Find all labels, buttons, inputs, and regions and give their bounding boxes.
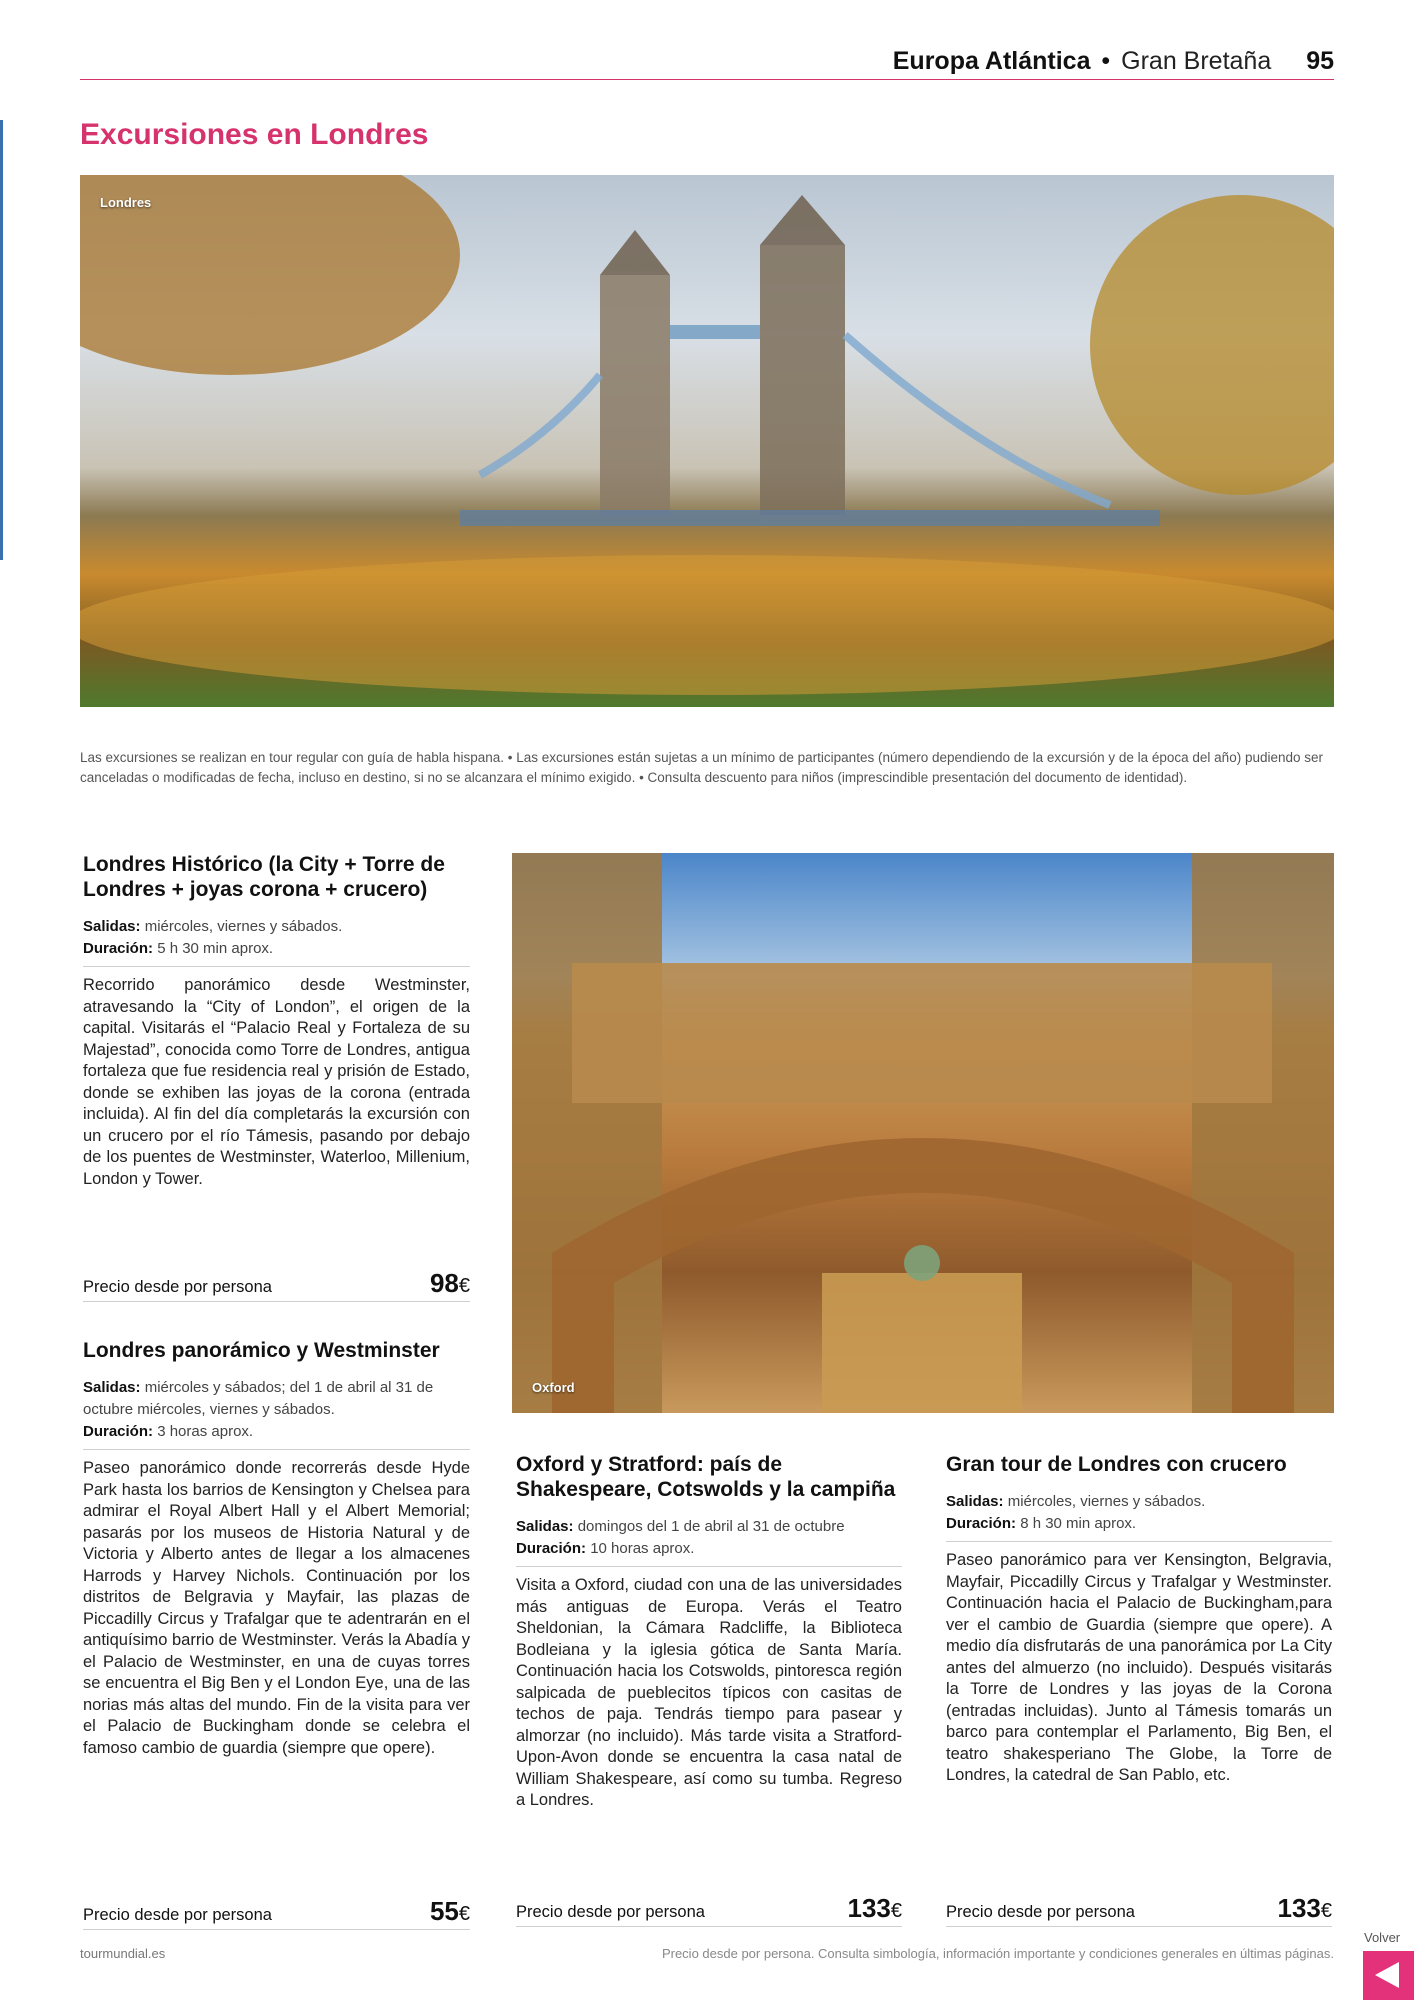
price-currency: € (890, 1900, 902, 1922)
back-label: Volver (1364, 1930, 1401, 1945)
duracion-label: Duración: (83, 940, 154, 957)
excursion-card-londres-historico (83, 852, 470, 1298)
footer-note: Precio desde por persona. Consulta simbología, información importante y condiciones generales en últimas páginas. (661, 1946, 1334, 1961)
excursion-title: Londres panorámico y Westminster (83, 1339, 440, 1362)
excursion-description: Paseo panorámico para ver Kensington, Belgravia, Mayfair, Piccadilly Circus y Trafalgar y Westminster. Continuación hacia el Palacio de Buckingham,para ver el cambio de Guardia (siempre que opere). A medio día disfrutarás de una panorámica por La City antes del almuerzo (no incluido). Después visitarás la Torre de Londres y las joyas de la Corona (entradas incluidas). Junto al Támesis tomarás un barco para contemplar el Parlamento, Big Ben, el teatro shakesperiano The Globe, la Torre de Londres, la catedral de San Pablo, etc. (946, 1551, 1332, 1784)
price-value (1277, 1893, 1332, 1924)
duracion-label: Duración: (946, 1515, 1017, 1532)
header-breadcrumb (893, 46, 1334, 76)
price-label: Precio desde por persona (516, 1903, 705, 1921)
price-label: Precio desde por persona (83, 1278, 272, 1296)
price-amount: 133 (1277, 1893, 1321, 1923)
footer-website: tourmundial.es (80, 1946, 166, 1961)
salidas-value: miércoles y sábados; del 1 de abril al 31 de octubre miércoles, viernes y sábados. (83, 1379, 434, 1418)
excursion-card-gran-tour (946, 1452, 1332, 1923)
excursion-card-oxford-stratford (516, 1452, 902, 1923)
price-amount: 55 (429, 1896, 459, 1926)
intro-text: Las excursiones se realizan en tour regular con guía de habla hispana. • Las excursiones están sujetas a un mínimo de participantes (número dependiendo de la excursión y de la época del año) pudiendo ser canceladas o modificadas de fecha, incluso en destino, si no se alcanzara el mínimo exigido. • Consulta descuento para niños (imprescindible presentación del documento de identidad). (80, 750, 1324, 785)
salidas-label: Salidas: (83, 918, 141, 935)
excursion-description: Visita a Oxford, ciudad con una de las universidades más antiguas de Europa. Verás el Teatro Sheldonian, la Cámara Radcliffe, la Biblioteca Bodleiana y la iglesia gótica de Santa María. Continuación hacia los Cotswolds, pintoresca región salpicada de pueblecitos típicos con casitas de techos de paja. Tendrás tiempo para pasear y almorzar (no incluido). Más tarde visita a Stratford-Upon-Avon donde se encuentra la casa natal de William Shakespeare, así como su tumba. Regreso a Londres. (516, 1576, 902, 1809)
london-photo-caption: Londres (100, 195, 152, 210)
price-currency: € (1320, 1900, 1332, 1922)
excursion-price-row (516, 1887, 902, 1927)
back-button[interactable] (1363, 1951, 1414, 2000)
salidas-value: domingos del 1 de abril al 31 de octubre (577, 1518, 845, 1535)
excursion-meta (83, 1377, 470, 1450)
price-label: Precio desde por persona (946, 1903, 1135, 1921)
price-value (430, 1268, 470, 1299)
duracion-value: 10 horas aprox. (590, 1540, 695, 1557)
price-label: Precio desde por persona (83, 1906, 272, 1924)
oxford-photo-caption: Oxford (532, 1380, 575, 1395)
excursion-meta (83, 916, 470, 967)
price-amount: 98 (429, 1268, 459, 1298)
excursion-title: Gran tour de Londres con crucero (946, 1453, 1287, 1476)
page-header (80, 46, 1334, 80)
oxford-photo (512, 853, 1334, 1413)
london-photo (80, 175, 1334, 707)
section-title: Excursiones en Londres (80, 118, 429, 151)
duracion-label: Duración: (516, 1540, 587, 1557)
price-amount: 133 (847, 1893, 891, 1923)
price-currency: € (458, 1275, 470, 1297)
excursion-price-row (83, 1890, 470, 1930)
duracion-value: 8 h 30 min aprox. (1020, 1515, 1137, 1532)
back-arrow-icon (1375, 1962, 1399, 1988)
oxford-bridge-illustration (512, 853, 1334, 1413)
salidas-label: Salidas: (946, 1493, 1004, 1510)
duracion-value: 5 h 30 min aprox. (157, 940, 274, 957)
excursion-card-londres-panoramico (83, 1338, 470, 1926)
excursion-title: Oxford y Stratford: país de Shakespeare, Cotswolds y la campiña (516, 1453, 896, 1501)
price-currency: € (458, 1903, 470, 1925)
tower-bridge-illustration (80, 175, 1334, 707)
duracion-label: Duración: (83, 1423, 154, 1440)
salidas-label: Salidas: (516, 1518, 574, 1535)
page-edge-tab (0, 120, 3, 560)
price-value (430, 1896, 470, 1927)
excursion-description: Paseo panorámico donde recorrerás desde Hyde Park hasta los barrios de Kensington y Chelsea para admirar el Royal Albert Hall y el Albert Memorial; pasarás por los museos de Historia Natural y de Victoria y Alberto antes de llegar a los almacenes Harrods y Harvey Nichols. Continuación por los distritos de Belgravia y Mayfair, las plazas de Piccadilly Circus y Trafalgar que te adentrarán en el antiquísimo barrio de Westminster. Verás la Abadía y el Palacio de Westminster, en una de cuyas torres se encuentra el Big Ben y el London Eye, una de las norias más altas del mundo. Fin de la visita para ver el Palacio de Buckingham donde se celebra el famoso cambio de guardia (siempre que opere). (83, 1459, 470, 1757)
header-separator: • (1101, 47, 1111, 75)
excursion-meta (946, 1491, 1332, 1542)
salidas-value: miércoles, viernes y sábados. (1007, 1493, 1206, 1510)
price-value (847, 1893, 902, 1924)
excursion-price-row (946, 1887, 1332, 1927)
duracion-value: 3 horas aprox. (157, 1423, 254, 1440)
salidas-value: miércoles, viernes y sábados. (144, 918, 343, 935)
excursion-title: Londres Histórico (la City + Torre de Londres + joyas corona + crucero) (83, 853, 445, 901)
header-country: Gran Bretaña (1121, 47, 1272, 75)
excursion-description: Recorrido panorámico desde Westminster, atravesando la “City of London”, el origen de la capital. Visitarás el “Palacio Real y Fortaleza de su Majestad”, conocida como Torre de Londres, antigua fortaleza que fue residencia real y prisión de Estado, donde se exhiben las joyas de la corona (entrada incluida). Al fin del día completarás la excursión con un crucero por el río Támesis, pasando por debajo de los puentes de Westminster, Waterloo, Millenium, London y Tower. (83, 976, 470, 1188)
header-region: Europa Atlántica (892, 47, 1091, 75)
excursion-meta (516, 1516, 902, 1567)
excursion-price-row (83, 1262, 470, 1302)
salidas-label: Salidas: (83, 1379, 141, 1396)
page-number: 95 (1306, 47, 1334, 75)
